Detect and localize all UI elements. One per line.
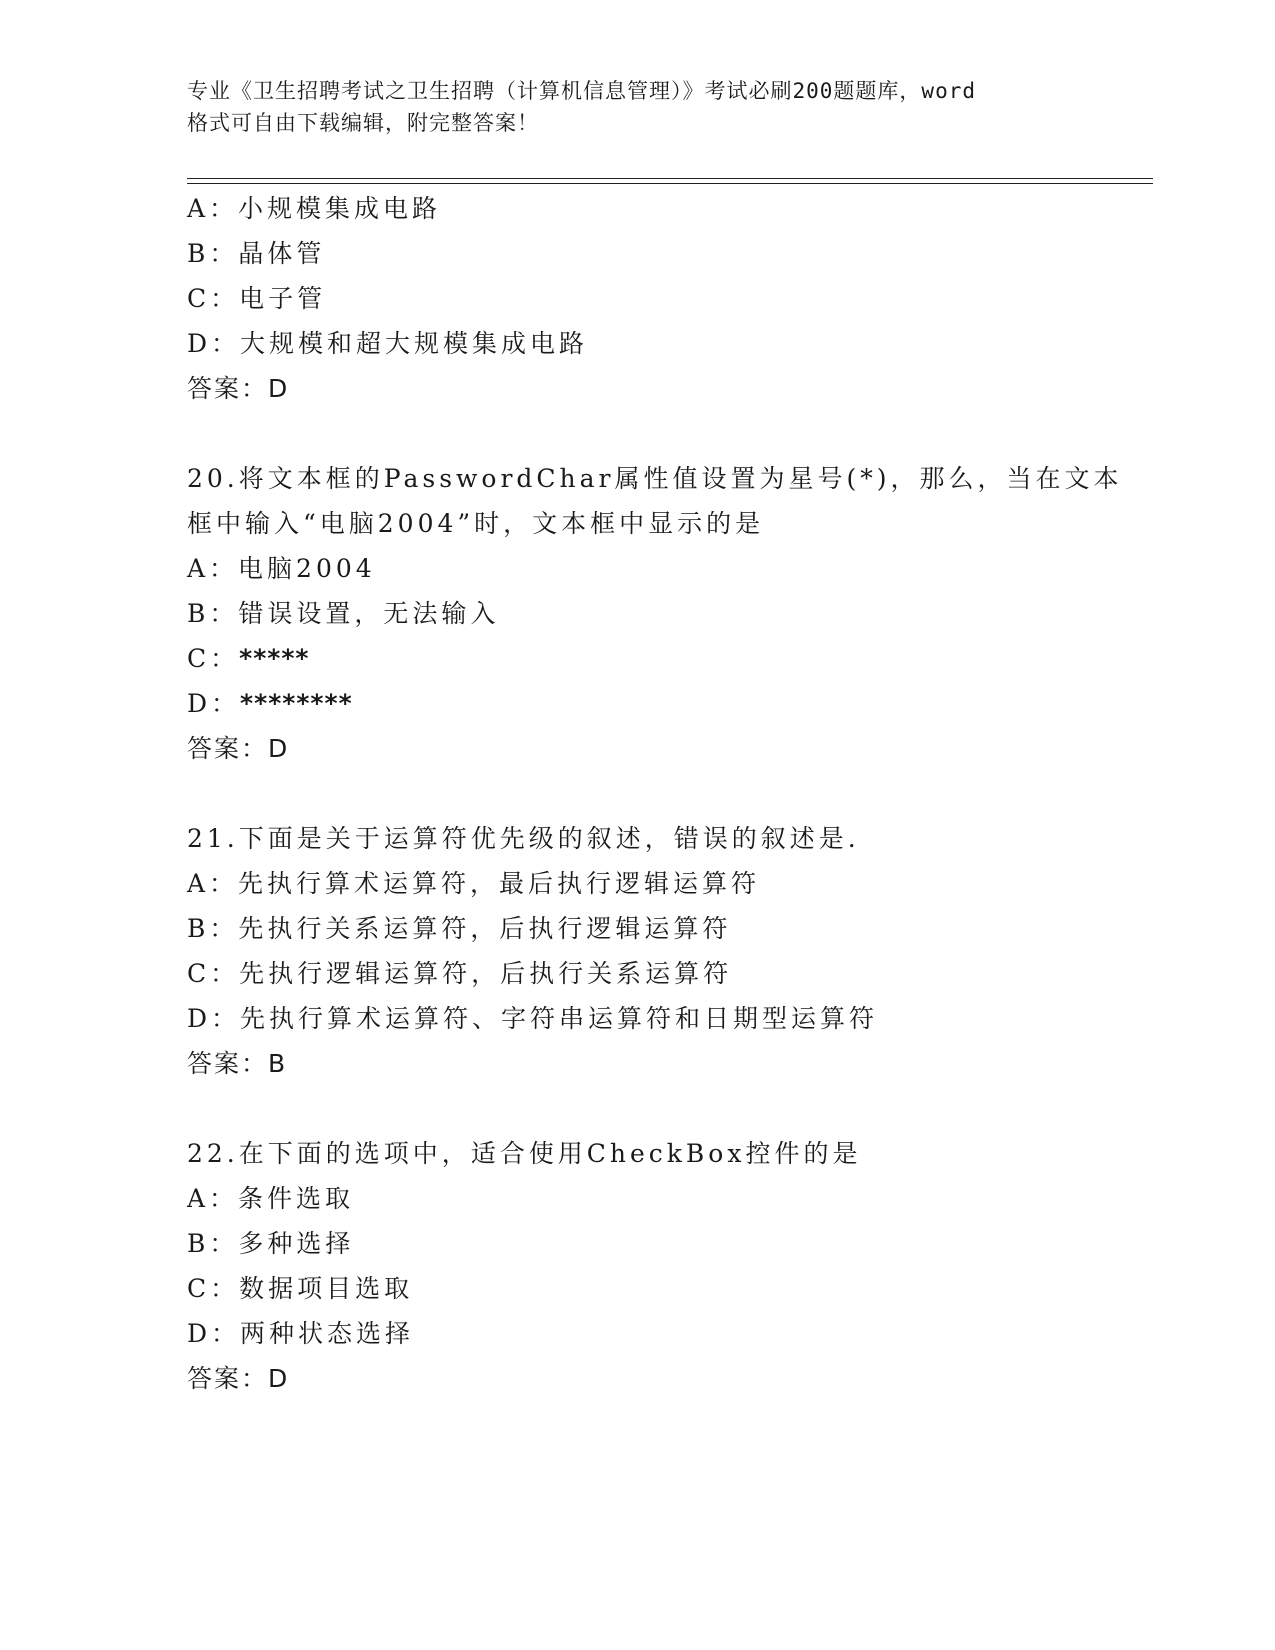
q21-option-a: A：先执行算术运算符，最后执行逻辑运算符 (187, 869, 761, 898)
q20-answer: 答案：D (187, 734, 290, 763)
header-line-2: 格式可自由下载编辑，附完整答案！ (187, 111, 539, 135)
q22-answer: 答案：D (187, 1364, 290, 1393)
header-line-1: 专业《卫生招聘考试之卫生招聘（计算机信息管理）》考试必刷200题题库，word (187, 79, 976, 103)
q19-option-a: A：小规模集成电路 (187, 194, 442, 223)
header-divider-bottom (187, 183, 1153, 184)
q21-answer: 答案：B (187, 1049, 288, 1078)
q22-option-a: A：条件选取 (187, 1184, 355, 1213)
q20-question-line-2: 框中输入“电脑2004”时，文本框中显示的是 (187, 509, 765, 538)
q20-option-d-label: D： (187, 689, 241, 718)
q21-option-c: C：先执行逻辑运算符，后执行关系运算符 (187, 959, 733, 988)
q21-option-d: D：先执行算术运算符、字符串运算符和日期型运算符 (187, 1004, 879, 1033)
q20-option-a: A：电脑2004 (187, 554, 376, 583)
document-header (187, 75, 1087, 139)
q19-option-b: B：晶体管 (187, 239, 326, 268)
q20-option-d (187, 681, 353, 727)
q22-question: 22.在下面的选项中，适合使用CheckBox控件的是 (187, 1139, 862, 1168)
q20-option-d-value: ******** (240, 689, 353, 718)
q21-question: 21.下面是关于运算符优先级的叙述，错误的叙述是. (187, 824, 860, 853)
q20-option-c-label: C： (187, 644, 240, 673)
header-divider-top (187, 178, 1153, 179)
q19-option-c: C：电子管 (187, 284, 327, 313)
q22-option-d: D：两种状态选择 (187, 1319, 415, 1348)
q20-question-line-1: 20.将文本框的PasswordChar属性值设置为星号(*)，那么，当在文本 (187, 464, 1123, 493)
q19-option-d: D：大规模和超大规模集成电路 (187, 329, 589, 358)
q20-option-b: B：错误设置，无法输入 (187, 599, 500, 628)
q22-option-b: B：多种选择 (187, 1229, 355, 1258)
q20-option-c-value: ***** (239, 644, 310, 673)
q20-option-c (187, 636, 310, 682)
q21-option-b: B：先执行关系运算符，后执行逻辑运算符 (187, 914, 732, 943)
q19-answer: 答案：D (187, 374, 290, 403)
q22-option-c: C：数据项目选取 (187, 1274, 414, 1303)
